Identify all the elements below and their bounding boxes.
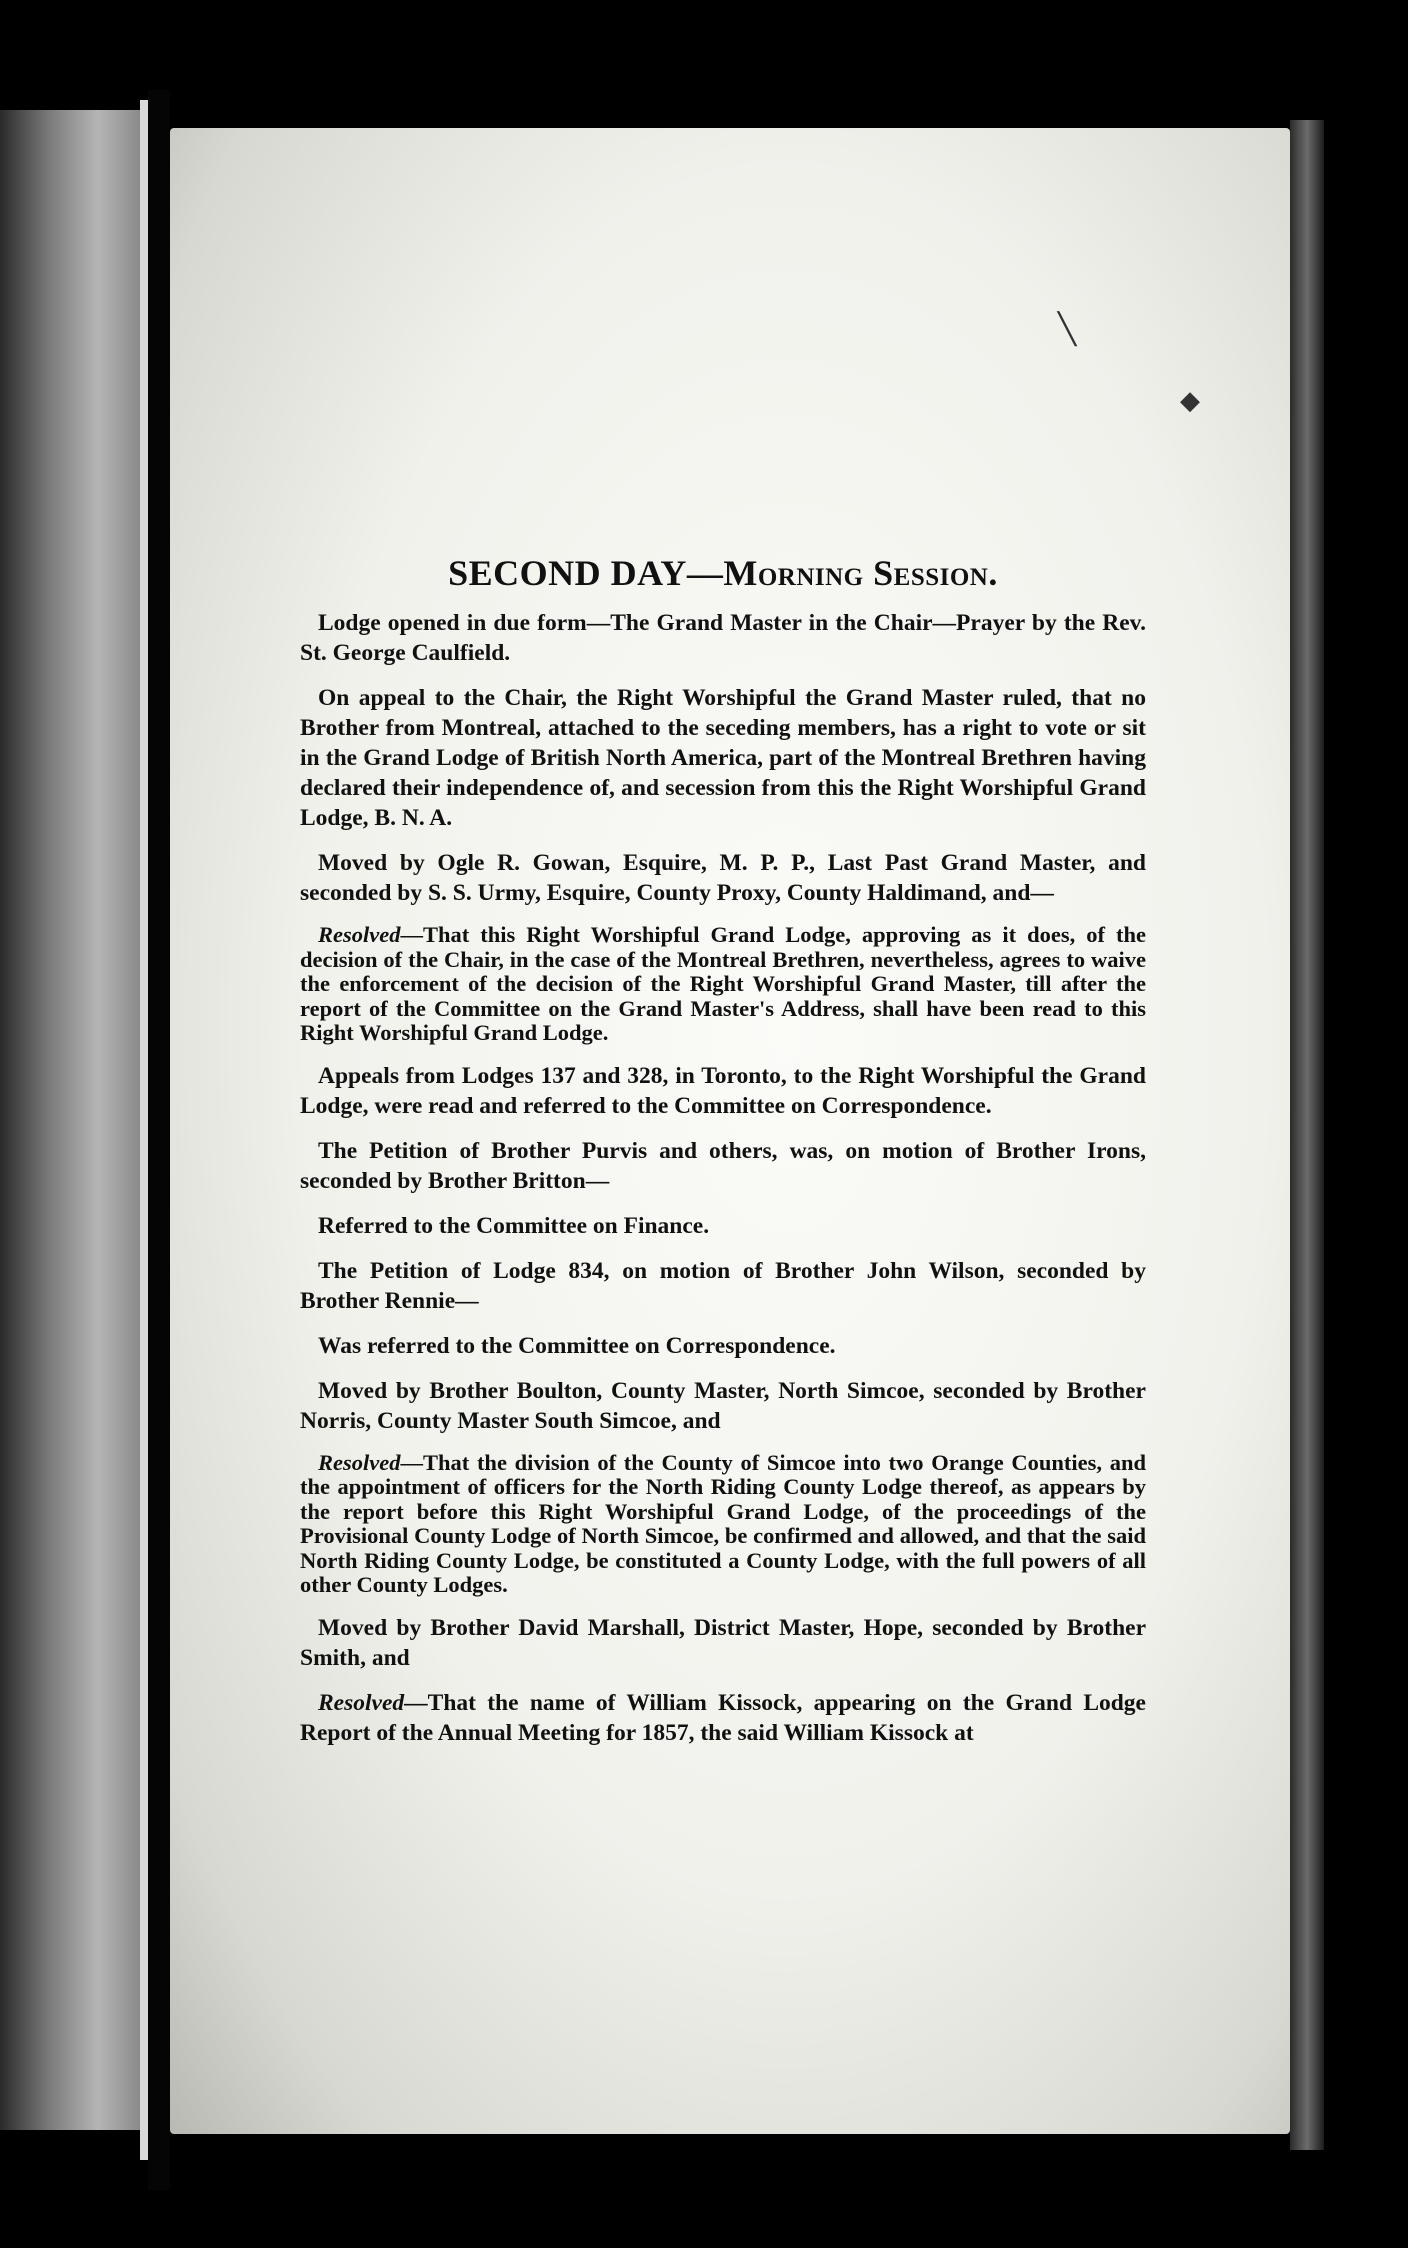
page-heading — [300, 552, 1146, 594]
resolved-label: Resolved — [318, 1689, 405, 1716]
resolution-text: —That the division of the County of Simcoe into two Orange Counties, and the appointment of officers for the North Riding County Lodge thereof, as appears by the report before this Right Worshipful Grand Lodge, of the proceedings of the Provisional County Lodge of North Simcoe, be confirmed and allowed, and that the said North Riding County Lodge, be constituted a County Lodge, with the full powers of all other County Lodges. — [300, 1449, 1146, 1597]
paragraph: The Petition of Brother Purvis and others, was, on motion of Brother Irons, seconded by Brother Britton— — [300, 1137, 1146, 1194]
paragraph: Appeals from Lodges 137 and 328, in Toronto, to the Right Worshipful the Grand Lodge, were read and referred to the Committee on Correspondence. — [300, 1062, 1146, 1119]
heading-sub: Morning Session. — [723, 553, 998, 593]
paragraph: Moved by Brother David Marshall, District Master, Hope, seconded by Brother Smith, and — [300, 1614, 1146, 1671]
paragraph: Was referred to the Committee on Correspondence. — [318, 1332, 836, 1359]
resolution-paragraph — [300, 1451, 1146, 1598]
facing-page — [0, 110, 140, 2130]
resolution-paragraph — [300, 923, 1146, 1046]
resolved-label: Resolved — [318, 922, 401, 947]
paragraph: The Petition of Lodge 834, on motion of Brother John Wilson, seconded by Brother Rennie— — [300, 1257, 1146, 1314]
book-spine — [148, 90, 170, 2190]
resolution-text: —That the name of William Kissock, appearing on the Grand Lodge Report of the Annual Meeting for 1857, the said William Kissock at — [300, 1689, 1146, 1746]
paragraph: On appeal to the Chair, the Right Worshipful the Grand Master ruled, that no Brother from Montreal, attached to the seceding members, has a right to vote or sit in the Grand Lodge of British North America, part of the Montreal Brethren having declared their independence of, and secession from this the Right Worshipful Grand Lodge, B. N. A. — [300, 685, 1146, 831]
ink-blot: ◆ — [1180, 386, 1200, 416]
resolution-paragraph — [300, 1688, 1146, 1748]
page-edge-right — [1290, 120, 1324, 2150]
heading-main: SECOND DAY— — [448, 553, 724, 593]
paragraph: Moved by Ogle R. Gowan, Esquire, M. P. P., Last Past Grand Master, and seconded by S. S. Urmy, Esquire, County Proxy, County Haldimand, and— — [300, 850, 1146, 906]
paragraph: Referred to the Committee on Finance. — [318, 1212, 710, 1239]
ink-mark: ╲ — [1058, 312, 1077, 347]
facing-page-edge — [140, 100, 148, 2160]
paragraph: Moved by Brother Boulton, County Master, North Simcoe, seconded by Brother Norris, County Master South Simcoe, and — [300, 1377, 1146, 1434]
resolved-label: Resolved — [318, 1449, 401, 1475]
resolution-text: —That this Right Worshipful Grand Lodge, approving as it does, of the decision of the Chair, in the case of the Montreal Brethren, nevertheless, agrees to waive the enforcement of the decision of the Right Worshipful Grand Master, till after the report of the Committee on the Grand Master's Address, shall have been read to this Right Worshipful Grand Lodge. — [300, 922, 1146, 1045]
paragraph: Lodge opened in due form—The Grand Master in the Chair—Prayer by the Rev. St. George Caulfield. — [300, 610, 1146, 666]
page-content — [300, 552, 1146, 1763]
